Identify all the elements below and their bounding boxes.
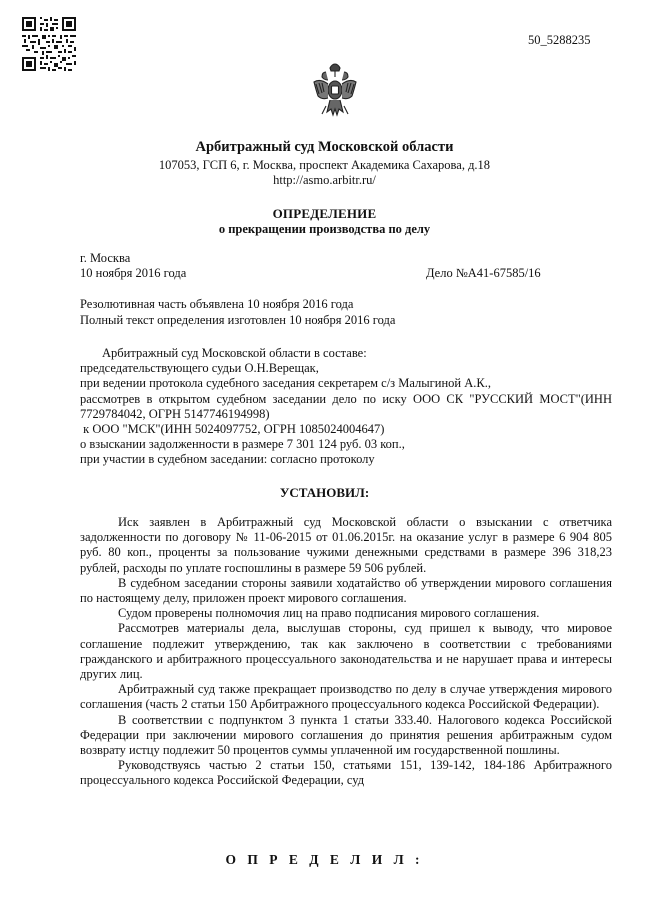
coat-of-arms-icon	[312, 62, 358, 124]
full-text-note: Полный текст определения изготовлен 10 ноября 2016 года	[80, 313, 396, 327]
city: г. Москва	[80, 251, 131, 265]
court-website: http://asmo.arbitr.ru/	[273, 173, 376, 187]
document-type: ОПРЕДЕЛЕНИЕ	[272, 206, 377, 221]
court-composition	[80, 346, 612, 468]
composition-line: при участии в судебном заседании: согласно протоколу	[80, 452, 375, 467]
established-heading: УСТАНОВИЛ:	[279, 485, 370, 500]
court-name: Арбитражный суд Московской области	[195, 139, 454, 155]
body-paragraph: Арбитражный суд также прекращает производство по делу в случае утверждения мирового соглашения (часть 2 статьи 150 Арбитражного процессуального кодекса Российской Федерации).	[80, 682, 612, 712]
ruled-heading: О П Р Е Д Е Л И Л :	[225, 852, 424, 867]
body-paragraph: Рассмотрев материалы дела, выслушав стороны, суд пришел к выводу, что мировое соглашение подлежит утверждению, так как заключено в соответствии с требованиями гражданского и арбитражного процессуального законодательства и не нарушает права и интересы других лиц.	[80, 621, 612, 682]
body-paragraph: Руководствуясь частью 2 статьи 150, статьями 151, 139-142, 184-186 Арбитражного процессуального кодекса Российской Федерации, суд	[80, 758, 612, 788]
body-paragraph: В соответствии с подпунктом 3 пункта 1 статьи 333.40. Налогового кодекса Российской Федерации при заключении мирового соглашения до принятия решения арбитражным судом возврату истцу подлежит 50 процентов суммы уплаченной им государственной пошлины.	[80, 712, 612, 758]
court-address: 107053, ГСП 6, г. Москва, проспект Академика Сахарова, д.18	[158, 158, 491, 172]
operative-part-note: Резолютивная часть объявлена 10 ноября 2016 года	[80, 297, 354, 311]
composition-line: к ООО "МСК"(ИНН 5024097752, ОГРН 1085024004647)	[80, 422, 385, 437]
composition-line: Арбитражный суд Московской области в составе:	[102, 346, 367, 360]
decision-date: 10 ноября 2016 года	[80, 266, 187, 280]
qr-code-icon	[22, 17, 76, 71]
body-paragraph: Судом проверены полномочия лиц на право подписания мирового соглашения.	[118, 606, 540, 621]
composition-line: при ведении протокола судебного заседания секретарем с/з Малыгиной А.К.,	[80, 376, 491, 391]
document-subject: о прекращении производства по делу	[218, 222, 431, 236]
body-paragraph: Иск заявлен в Арбитражный суд Московской области о взыскании с ответчика задолженности по договору № 11-06-2015 от 01.06.2015г. на оказание услуг в размере 6 904 805 руб. 80 коп., проценты за пользование чужими денежными средствами в размере 396 318,23 рублей, расходы по уплате госпошлины в размере 59 506 рублей.	[80, 515, 612, 575]
composition-line: председательствующего судьи О.Н.Верещак,	[80, 361, 319, 376]
body-text	[80, 515, 612, 789]
case-number: Дело №А41-67585/16	[426, 266, 541, 280]
document-id: 50_5288235	[528, 33, 591, 47]
composition-line: о взыскании задолженности в размере 7 301 124 руб. 03 коп.,	[80, 437, 405, 452]
body-paragraph: В судебном заседании стороны заявили ходатайство об утверждении мирового соглашения по настоящему делу, приложен проект мирового соглашения.	[80, 575, 612, 606]
composition-line: рассмотрев в открытом судебном заседании дело по иску ООО СК "РУССКИЙ МОСТ"(ИНН 7729784042, ОГРН 5147746194998)	[80, 391, 612, 421]
